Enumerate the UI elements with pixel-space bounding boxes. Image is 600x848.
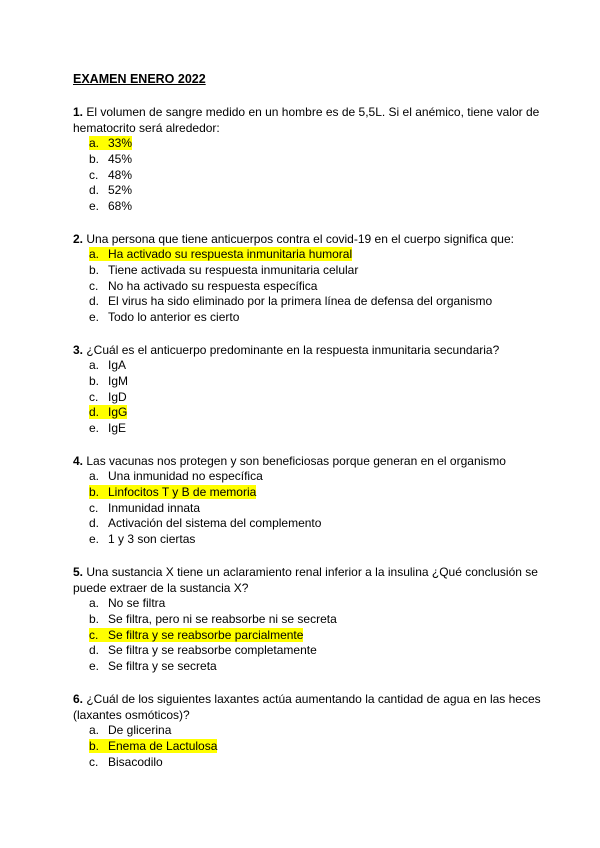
option-letter: e. — [89, 421, 100, 436]
question-text — [73, 342, 543, 358]
option — [73, 532, 543, 548]
option — [73, 723, 543, 739]
option-text: Una inmunidad no específica — [108, 468, 263, 483]
option — [73, 755, 543, 771]
option-list — [73, 596, 543, 675]
option-highlighted — [73, 628, 543, 644]
option-text: No ha activado su respuesta específica — [108, 278, 318, 293]
option — [73, 310, 543, 326]
option-text: Enema de Lactulosa — [108, 738, 218, 753]
question-body: ¿Cuál es el anticuerpo predominante en la respuesta inmunitaria secundaria? — [83, 342, 500, 357]
question-1 — [73, 104, 543, 215]
option-letter: a. — [89, 136, 100, 150]
option-text: Ha activado su respuesta inmunitaria humoral — [108, 246, 353, 261]
option — [73, 390, 543, 406]
option-text: 1 y 3 son ciertas — [108, 532, 196, 547]
option-text: El virus ha sido eliminado por la primera línea de defensa del organismo — [108, 294, 493, 309]
question-body: Una sustancia X tiene un aclaramiento renal inferior a la insulina ¿Qué conclusión se puede extraer de la sustancia X? — [73, 564, 538, 595]
option-text: Se filtra y se secreta — [108, 659, 217, 674]
question-text — [73, 453, 543, 469]
option-text: Bisacodilo — [108, 754, 163, 769]
option-text: Se filtra, pero ni se reabsorbe ni se secreta — [108, 611, 337, 626]
question-number: 3. — [73, 342, 84, 357]
option — [73, 263, 543, 279]
option-text: 52% — [108, 183, 133, 198]
option-highlighted — [73, 739, 543, 755]
option-letter: a. — [89, 246, 100, 261]
option-text: 33% — [108, 136, 133, 150]
question-5 — [73, 564, 543, 675]
question-text — [73, 691, 543, 723]
option-letter: b. — [89, 373, 100, 388]
option-text: Tiene activada su respuesta inmunitaria celular — [108, 262, 359, 277]
option-text: IgG — [108, 405, 128, 420]
question-number: 6. — [73, 691, 84, 706]
exam-page — [73, 71, 543, 786]
option-letter: c. — [89, 389, 99, 404]
option — [73, 168, 543, 184]
option-letter: b. — [89, 611, 100, 626]
option-letter: b. — [89, 262, 100, 277]
question-2 — [73, 231, 543, 326]
option — [73, 152, 543, 168]
question-number: 2. — [73, 231, 84, 246]
option-letter: b. — [89, 151, 100, 166]
option-letter: c. — [89, 278, 99, 293]
option-letter: e. — [89, 659, 100, 674]
question-6 — [73, 691, 543, 770]
question-text — [73, 564, 543, 596]
option-letter: e. — [89, 310, 100, 325]
question-number: 5. — [73, 564, 84, 579]
option-text: 68% — [108, 199, 133, 214]
question-body: Una persona que tiene anticuerpos contra el covid-19 en el cuerpo significa que: — [83, 231, 514, 246]
option-letter: c. — [89, 167, 99, 182]
question-body: ¿Cuál de los siguientes laxantes actúa aumentando la cantidad de agua en las heces (laxantes osmóticos)? — [73, 691, 541, 722]
option-letter: d. — [89, 516, 100, 531]
option-text: 48% — [108, 167, 133, 182]
option-letter: c. — [89, 500, 99, 515]
option-letter: d. — [89, 294, 100, 309]
question-number: 1. — [73, 105, 84, 119]
option-highlighted — [73, 136, 543, 152]
option-text: Activación del sistema del complemento — [108, 516, 322, 531]
question-body: El volumen de sangre medido en un hombre es de 5,5L. Si el anémico, tiene valor de hematocrito será alrededor: — [73, 105, 540, 135]
option-letter: a. — [89, 595, 100, 610]
option — [73, 612, 543, 628]
option-list — [73, 358, 543, 437]
option-letter: a. — [89, 468, 100, 483]
option-letter: a. — [89, 357, 100, 372]
option — [73, 516, 543, 532]
option-text: De glicerina — [108, 722, 172, 737]
option-list — [73, 136, 543, 215]
exam-title: EXAMEN ENERO 2022 — [73, 72, 206, 86]
option — [73, 421, 543, 437]
option — [73, 279, 543, 295]
question-list — [73, 104, 543, 770]
option-text: IgE — [108, 421, 127, 436]
option-highlighted — [73, 405, 543, 421]
option-text: Se filtra y se reabsorbe parcialmente — [108, 627, 304, 642]
question-number: 4. — [73, 453, 84, 468]
option-letter: d. — [89, 183, 100, 198]
option-list — [73, 469, 543, 548]
option — [73, 199, 543, 215]
option — [73, 183, 543, 199]
option-text: Todo lo anterior es cierto — [108, 310, 240, 325]
option-text: 45% — [108, 151, 133, 166]
option — [73, 374, 543, 390]
option-text: Se filtra y se reabsorbe completamente — [108, 643, 317, 658]
option-letter: c. — [89, 627, 99, 642]
option — [73, 294, 543, 310]
option-highlighted — [73, 247, 543, 263]
option-letter: d. — [89, 405, 100, 420]
option-letter: d. — [89, 643, 100, 658]
question-3 — [73, 342, 543, 437]
option — [73, 358, 543, 374]
option-text: Inmunidad innata — [108, 500, 201, 515]
option-list — [73, 247, 543, 326]
option — [73, 469, 543, 485]
option-text: No se filtra — [108, 595, 166, 610]
question-4 — [73, 453, 543, 548]
option — [73, 643, 543, 659]
option — [73, 659, 543, 675]
option-letter: b. — [89, 484, 100, 499]
option-text: IgD — [108, 389, 127, 404]
question-text — [73, 104, 543, 136]
option-highlighted — [73, 485, 543, 501]
option-text: IgM — [108, 373, 129, 388]
option-text: IgA — [108, 357, 127, 372]
option-letter: a. — [89, 722, 100, 737]
option-text: Linfocitos T y B de memoria — [108, 484, 257, 499]
option-letter: b. — [89, 738, 100, 753]
option — [73, 501, 543, 517]
option-letter: c. — [89, 754, 99, 769]
option-letter: e. — [89, 532, 100, 547]
question-text — [73, 231, 543, 247]
option — [73, 596, 543, 612]
option-letter: e. — [89, 199, 100, 214]
option-list — [73, 723, 543, 770]
question-body: Las vacunas nos protegen y son beneficiosas porque generan en el organismo — [83, 453, 506, 468]
